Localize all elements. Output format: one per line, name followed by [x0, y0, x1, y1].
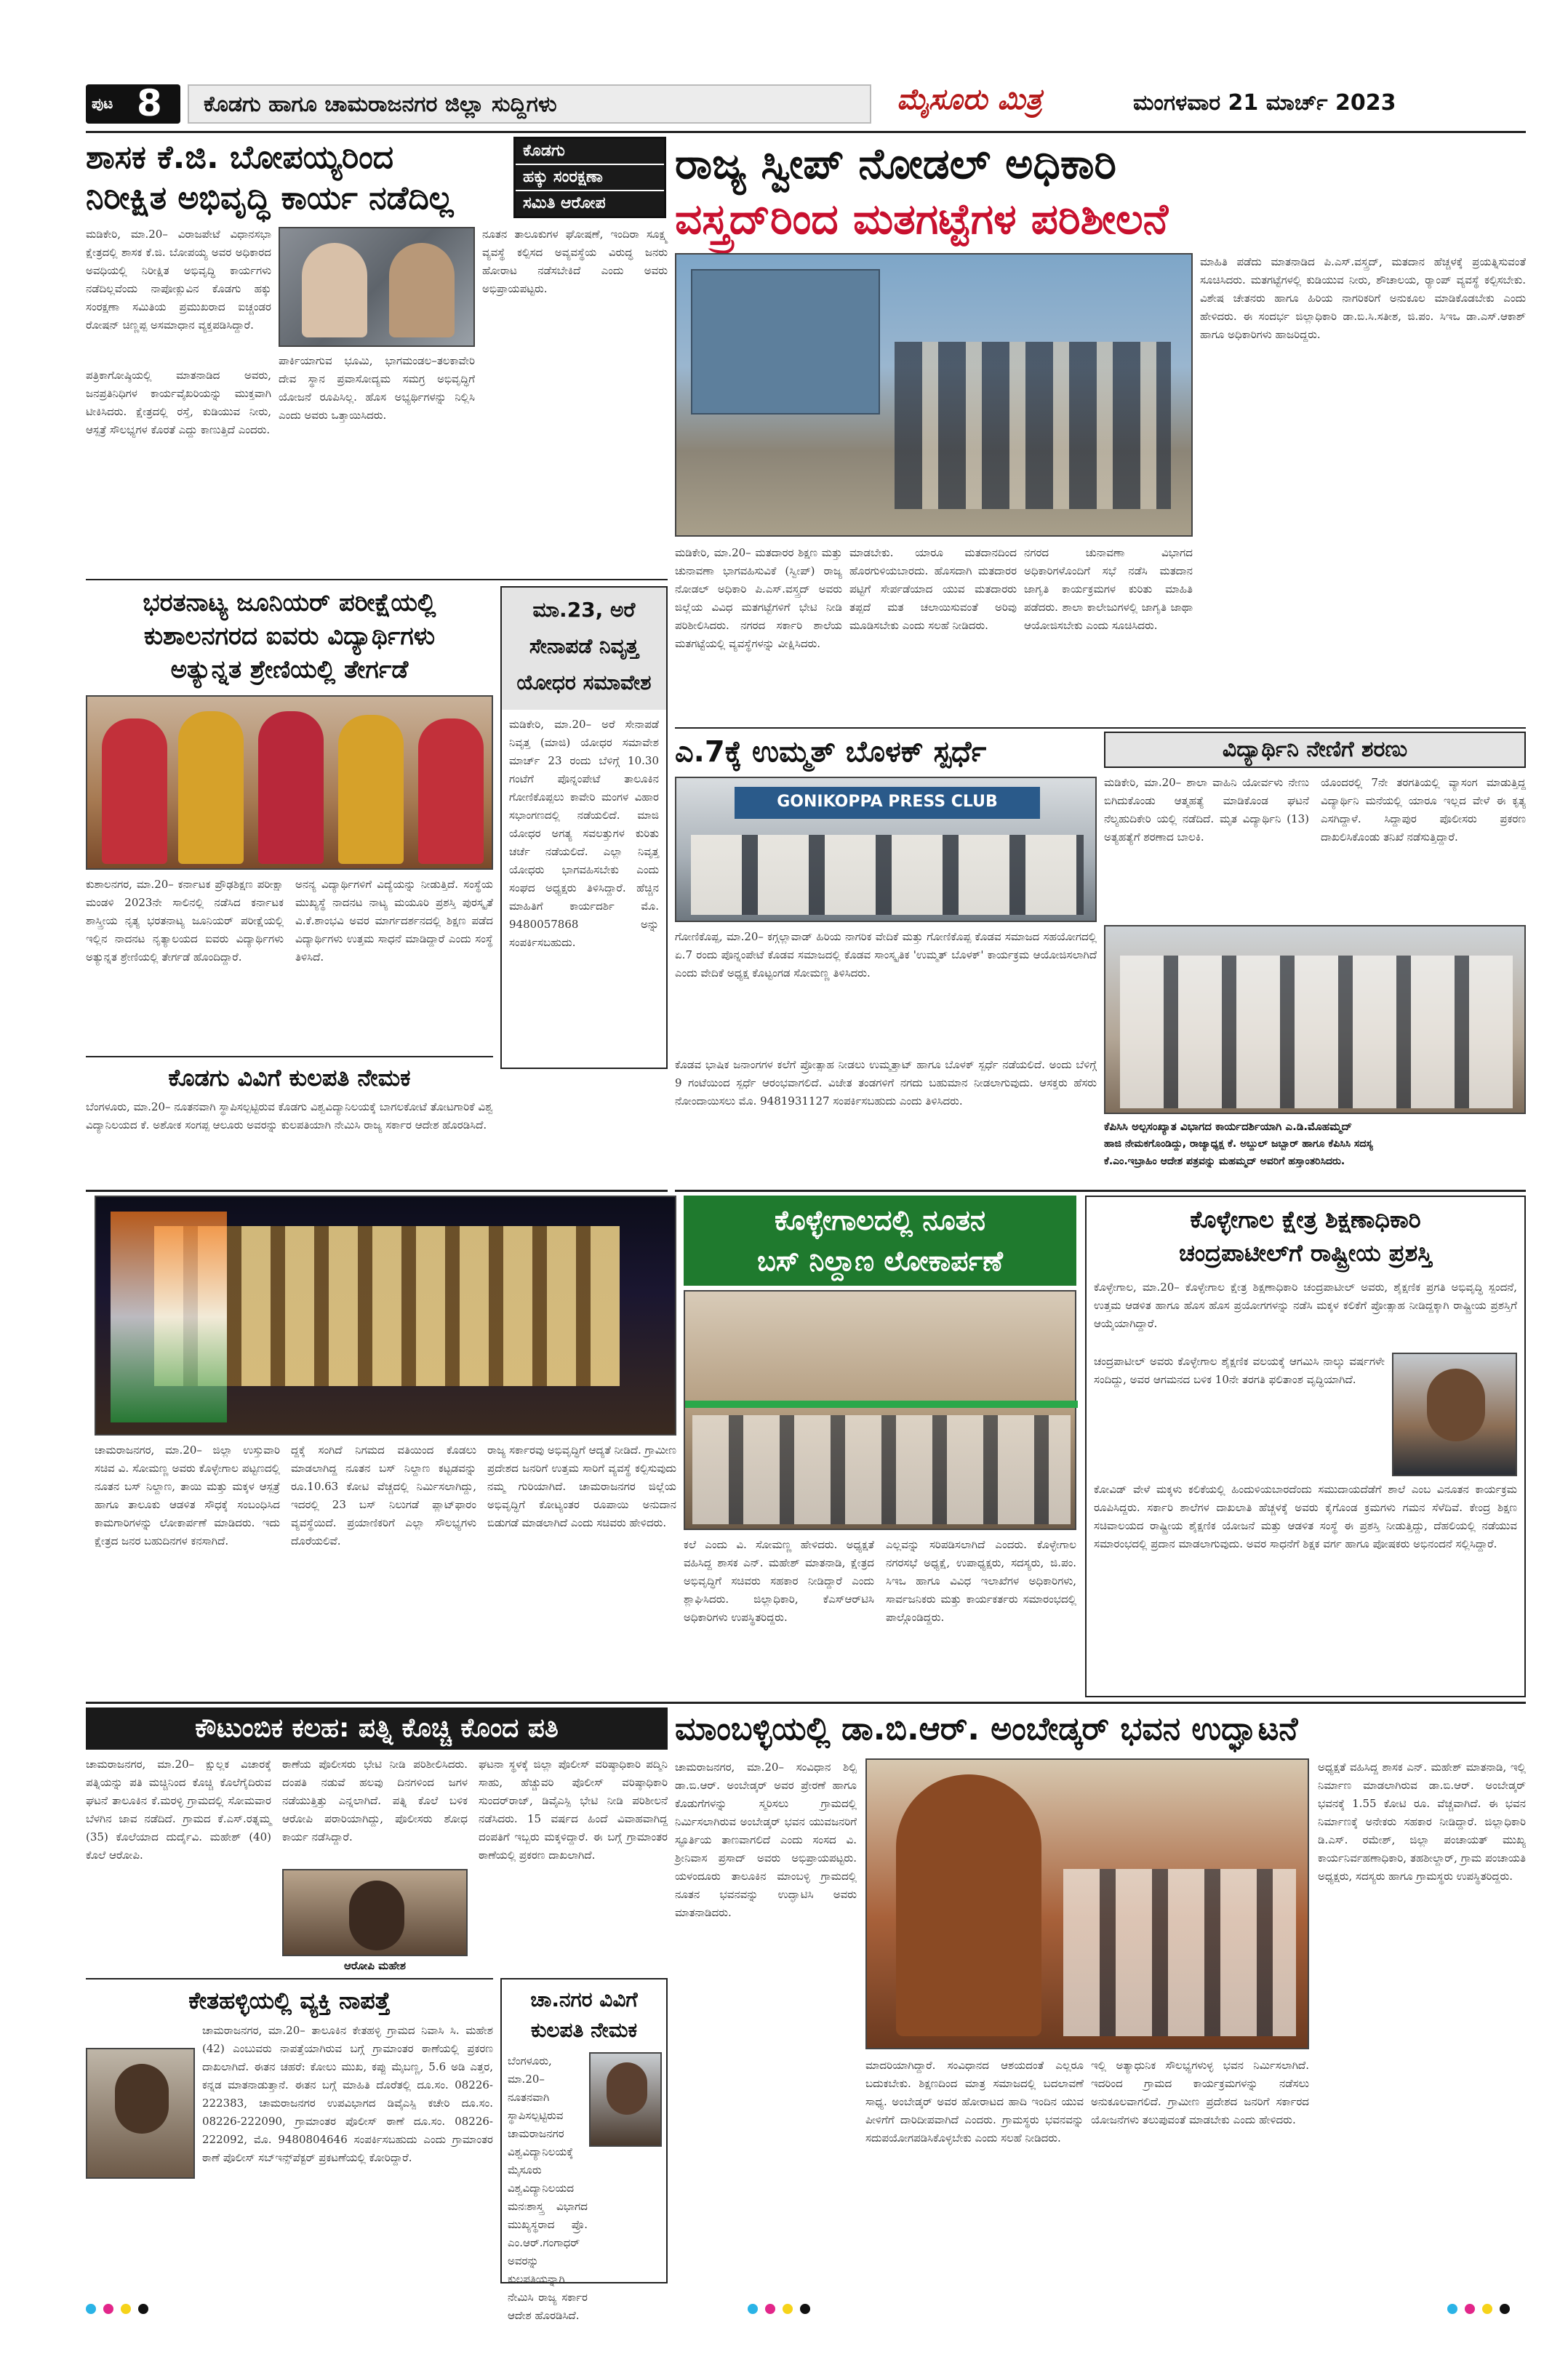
portrait-face-icon	[1427, 1369, 1485, 1441]
mla-headline-1: ಶಾಸಕ ಕೆ.ಜಿ. ಬೋಪಯ್ಯರಿಂದ	[86, 139, 394, 176]
story-a7	[675, 732, 1097, 1190]
person-icon-left	[302, 243, 367, 337]
retired-headline-1: ಮಾ.23, ಅರೆ	[532, 598, 636, 622]
award-body-top: ಕೊಳ್ಳೇಗಾಲ, ಮಾ.20– ಕೊಳ್ಳೇಗಾಲ ಕ್ಷೇತ್ರ ಶಿಕ್ಷಣಾಧಿಕಾರಿ ಚಂದ್ರಪಾಟೀಲ್ ಅವರು, ಶೈಕ್ಷಣಿಕ ಪ್ರಗತಿ ಅಭಿವೃದ್ಧಿ ಸ್ಪಂದನೆ, ಉತ್ತಮ ಆಡಳಿತ ಹಾಗೂ ಹೊಸ ಹೊಸ ಪ್ರಯೋಗಗಳನ್ನು ನಡೆಸಿ ಮಕ್ಕಳ ಕಲಿಕೆಗೆ ಪ್ರೋತ್ಸಾಹ ನೀಡಿದ್ದಕ್ಕಾಗಿ ರಾಷ್ಟ್ರೀಯ ಪ್ರಶಸ್ತಿಗೆ ಆಯ್ಕೆಯಾಗಿದ್ದಾರೆ.	[1094, 1281, 1517, 1330]
family-col-3: ಘಟನಾ ಸ್ಥಳಕ್ಕೆ ಜಿಲ್ಲಾ ಪೊಲೀಸ್ ವರಿಷ್ಠಾಧಿಕಾರಿ ಪದ್ಮಿನಿ ಸಾಹು, ಹೆಚ್ಚುವರಿ ಪೊಲೀಸ್ ವರಿಷ್ಠಾಧಿಕಾರಿ ಸುಂದರ್‌ರಾಜ್, ಡಿವೈಎಸ್ಪಿ ಭೇಟಿ ನೀಡಿ ಪರಿಶೀಲನೆ ನಡೆಸಿದರು. 15 ವರ್ಷದ ಹಿಂದೆ ವಿವಾಹವಾಗಿದ್ದ ದಂಪತಿಗೆ ಇಬ್ಬರು ಮಕ್ಕಳಿದ್ದಾರೆ. ಈ ಬಗ್ಗೆ ಗ್ರಾಮಾಂತರ ಠಾಣೆಯಲ್ಲಿ ಪ್ರಕರಣ ದಾಖಲಾಗಿದೆ.	[479, 1758, 668, 1862]
bharatanatya-col-1: ಕುಶಾಲನಗರ, ಮಾ.20– ಕರ್ನಾಟಕ ಪ್ರೌಢಶಿಕ್ಷಣ ಪರೀಕ್ಷಾ ಮಂಡಳಿ 2023ನೇ ಸಾಲಿನಲ್ಲಿ ನಡೆಸಿದ ಕರ್ನಾಟಕ ಶಾಸ್ತ್ರೀಯ ನೃತ್ಯ ಭರತನಾಟ್ಯ ಜೂನಿಯರ್ ಪರೀಕ್ಷೆಯಲ್ಲಿ ಇಲ್ಲಿನ ನಾದನಟ ನೃತ್ಯಾಲಯದ ಐವರು ವಿದ್ಯಾರ್ಥಿಗಳು ಅತ್ಯುನ್ನತ ಶ್ರೇಣಿಯಲ್ಲಿ ತೇರ್ಗಡೆ ಹೊಂದಿದ್ದಾರೆ.	[86, 878, 284, 964]
busstand-headline-2: ಬಸ್ ನಿಲ್ದಾಣ ಲೋಕಾರ್ಪಣೆ	[757, 1245, 1003, 1277]
lower-rule	[86, 1702, 1526, 1704]
people-icon	[895, 342, 1171, 509]
busstand-headline-1: ಕೊಳ್ಳೇಗಾಲದಲ್ಲಿ ನೂತನ	[774, 1204, 986, 1236]
a7-headline: ಎ.7ಕ್ಕೆ ಉಮ್ಮತ್ ಬೊಳಕ್ ಸ್ಪರ್ಧೆ	[675, 735, 987, 769]
dancer-icon-5	[418, 718, 484, 864]
masthead	[86, 81, 1526, 127]
retired-headline-2: ಸೇನಾಪಡೆ ನಿವೃತ್ತ	[529, 634, 639, 658]
sveep-side-col: ಮಾಹಿತಿ ಪಡೆದು ಮಾತನಾಡಿದ ಪಿ.ಎಸ್.ವಸ್ತ್ರದ್, ಮತದಾನ ಹೆಚ್ಚಳಕ್ಕೆ ಪ್ರಯತ್ನಿಸುವಂತೆ ಸೂಚಿಸಿದರು. ಮತಗಟ್ಟೆಗಳಲ್ಲಿ ಕುಡಿಯುವ ನೀರು, ಶೌಚಾಲಯ, ರ‍್ಯಾಂಪ್ ವ್ಯವಸ್ಥೆ ಕಲ್ಪಿಸಬೇಕು. ವಿಶೇಷ ಚೇತನರು ಹಾಗೂ ಹಿರಿಯ ನಾಗರಿಕರಿಗೆ ಅನುಕೂಲ ಮಾಡಿಕೊಡಬೇಕು ಎಂದು ಹೇಳಿದರು. ಈ ಸಂದರ್ಭ ಜಿಲ್ಲಾಧಿಕಾರಿ ಡಾ.ಬಿ.ಸಿ.ಸತೀಶ, ಜಿ.ಪಂ. ಸಿಇಒ ಡಾ.ಎಸ್.ಆಕಾಶ್ ಹಾಗೂ ಅಧಿಕಾರಿಗಳು ಹಾಜರಿದ್ದರು.	[1200, 255, 1526, 341]
busstand-col-3: ರಾಜ್ಯ ಸರ್ಕಾರವು ಅಭಿವೃದ್ಧಿಗೆ ಆದ್ಯತೆ ನೀಡಿದೆ. ಗ್ರಾಮೀಣ ಪ್ರದೇಶದ ಜನರಿಗೆ ಉತ್ತಮ ಸಾರಿಗೆ ವ್ಯವಸ್ಥೆ ಕಲ್ಪಿಸುವುದು ನಮ್ಮ ಗುರಿಯಾಗಿದೆ. ಚಾಮರಾಜನಗರ ಜಿಲ್ಲೆಯ ಅಭಿವೃದ್ಧಿಗೆ ಕೋಟ್ಯಂತರ ರೂಪಾಯಿ ಅನುದಾನ ಬಿಡುಗಡೆ ಮಾಡಲಾಗಿದೆ ಎಂದು ಸಚಿವರು ಹೇಳಿದರು.	[487, 1444, 676, 1529]
student-col-2: ಯೊಂದರಲ್ಲಿ 7ನೇ ತರಗತಿಯಲ್ಲಿ ವ್ಯಾಸಂಗ ಮಾಡುತ್ತಿದ್ದ ವಿದ್ಯಾರ್ಥಿನಿ ಮನೆಯಲ್ಲಿ ಯಾರೂ ಇಲ್ಲದ ವೇಳೆ ಈ ಕೃತ್ಯ ಎಸಗಿದ್ದಾಳೆ. ಸಿದ್ದಾಪುರ ಪೊಲೀಸರು ಪ್ರಕರಣ ದಾಖಲಿಸಿಕೊಂಡು ತನಿಖೆ ನಡೆಸುತ್ತಿದ್ದಾರೆ.	[1321, 776, 1526, 844]
family-accused-photo	[282, 1869, 468, 1956]
student-caption-3: ಕೆ.ಎಂ.ಇಬ್ರಾಹಿಂ ಆದೇಶ ಪತ್ರವನ್ನು ಮಹಮ್ಮದ್ ಅವರಿಗೆ ಹಸ್ತಾಂತರಿಸಿದರು.	[1104, 1156, 1345, 1167]
missing-headline: ಕೇತಹಳ್ಳಿಯಲ್ಲಿ ವ್ಯಕ್ತಿ ನಾಪತ್ತೆ	[188, 1987, 391, 2014]
student-caption-2: ಹಾಜಿ ನೇಮಕಗೊಂಡಿದ್ದು, ರಾಜ್ಯಾಧ್ಯಕ್ಷ ಕೆ. ಅಬ್ದುಲ್ ಜಬ್ಬಾರ್ ಹಾಗೂ ಕೆಪಿಸಿಸಿ ಸದಸ್ಯ	[1104, 1138, 1373, 1150]
press-club-banner	[735, 787, 1040, 819]
family-caption: ಆರೋಪಿ ಮಹೇಶ	[344, 1959, 406, 1972]
a7-photo	[675, 777, 1097, 922]
sveep-col-3: ನಗರದ ಚುನಾವಣಾ ವಿಭಾಗದ ಅಧಿಕಾರಿಗಳೊಂದಿಗೆ ಸಭೆ ನಡೆಸಿ ಮತದಾನ ಜಾಗೃತಿ ಕಾರ್ಯಕ್ರಮಗಳ ಕುರಿತು ಮಾಹಿತಿ ಪಡೆದರು. ಶಾಲಾ ಕಾಲೇಜುಗಳಲ್ಲಿ ಜಾಗೃತಿ ಜಾಥಾ ಆಯೋಜಿಸಬೇಕು ಎಂದು ಸೂಚಿಸಿದರು.	[1024, 546, 1193, 632]
story-ambedkar	[675, 1708, 1526, 2283]
story-sveep	[675, 137, 1526, 726]
ambedkar-photo	[865, 1758, 1309, 2049]
paper-name: ಮೈಸೂರು ಮಿತ್ರ	[897, 83, 1042, 116]
family-col-2: ಠಾಣೆಯ ಪೊಲೀಸರು ಭೇಟಿ ನೀಡಿ ಪರಿಶೀಲಿಸಿದರು. ದಂಪತಿ ನಡುವೆ ಹಲವು ದಿನಗಳಿಂದ ಜಗಳ ನಡೆಯುತ್ತಿತ್ತು ಎನ್ನಲಾಗಿದೆ. ಪತ್ನಿ ಕೊಲೆ ಬಳಿಕ ಆರೋಪಿ ಪರಾರಿಯಾಗಿದ್ದು, ಪೊಲೀಸರು ಶೋಧ ಕಾರ್ಯ ನಡೆಸಿದ್ದಾರೆ.	[282, 1758, 468, 1843]
chavc-body: ಬೆಂಗಳೂರು, ಮಾ.20– ನೂತನವಾಗಿ ಸ್ಥಾಪಿಸಲ್ಪಟ್ಟಿರುವ ಚಾಮರಾಜನಗರ ವಿಶ್ವವಿದ್ಯಾನಿಲಯಕ್ಕೆ ಮೈಸೂರು ವಿಶ್ವವಿದ್ಯಾನಿಲಯದ ಮನಃಶಾಸ್ತ್ರ ವಿಭಾಗದ ಮುಖ್ಯಸ್ಥರಾದ ಪ್ರೊ. ಎಂ.ಆರ್.ಗಂಗಾಧರ್ ಅವರನ್ನು ಕುಲಪತಿಯನ್ನಾಗಿ ನೇಮಿಸಿ ರಾಜ್ಯ ಸರ್ಕಾರ ಆದೇಶ ಹೊರಡಿಸಿದೆ.	[508, 2054, 588, 2322]
chavc-headline-1: ಚಾ.ನಗರ ವಿವಿಗೆ	[530, 1987, 638, 2011]
story-busstand	[95, 1196, 1076, 1697]
mla-col-4: ಪಾರ್ಕಿಯಾಗುವ ಭೂಮಿ, ಭಾಗಮಂಡಲ–ತಲಕಾವೇರಿ ದೇವ ಸ್ಥಾನ ಪ್ರವಾಸೋದ್ಯಮ ಸಮಗ್ರ ಅಭಿವೃದ್ಧಿಗೆ ಯೋಜನೆ ರೂಪಿಸಿಲ್ಲ. ಹೊಸ ಅಭ್ಯರ್ಥಿಗಳನ್ನು ನಿಲ್ಲಿಸಿ ಎಂದು ಅವರು ಒತ್ತಾಯಿಸಿದರು.	[279, 354, 475, 422]
tricolour-light-icon	[111, 1212, 227, 1422]
page-number-badge	[86, 84, 180, 124]
reg-dot-magenta-mid	[765, 2304, 775, 2314]
reg-dot-cyan-left	[86, 2304, 96, 2314]
sveep-col-2: ಮಾಡಬೇಕು. ಯಾರೂ ಮತದಾನದಿಂದ ಹೊರಗುಳಿಯಬಾರದು. ಹೊಸದಾಗಿ ಮತದಾರರ ಪಟ್ಟಿಗೆ ಸೇರ್ಪಡೆಯಾದ ಯುವ ಮತದಾರರು ತಪ್ಪದೆ ಮತ ಚಲಾಯಿಸುವಂತೆ ಅರಿವು ಮೂಡಿಸಬೇಕು ಎಂದು ಸಲಹೆ ನೀಡಿದರು.	[849, 546, 1017, 632]
family-headline: ಕೌಟುಂಬಿಕ ಕಲಹ: ಪತ್ನಿ ಕೊಚ್ಚಿ ಕೊಂದ ಪತಿ	[195, 1713, 559, 1743]
award-portrait	[1392, 1353, 1517, 1476]
chavc-headline-2: ಕುಲಪತಿ ನೇಮಕ	[530, 2018, 638, 2042]
dancer-icon-3	[258, 711, 324, 864]
missing-top-rule	[86, 1978, 493, 1979]
left-block-bottom-rule	[86, 1190, 668, 1192]
section-title-bar	[188, 84, 871, 124]
busstand-col-1: ಚಾಮರಾಜನಗರ, ಮಾ.20– ಜಿಲ್ಲಾ ಉಸ್ತುವಾರಿ ಸಚಿವ ವಿ. ಸೋಮಣ್ಣ ಅವರು ಕೊಳ್ಳೇಗಾಲ ಪಟ್ಟಣದಲ್ಲಿ ನೂತನ ಬಸ್ ನಿಲ್ದಾಣ, ತಾಯಿ ಮತ್ತು ಮಕ್ಕಳ ಆಸ್ಪತ್ರೆ ಹಾಗೂ ತಾಲೂಕು ಆಡಳಿತ ಸೌಧಕ್ಕೆ ಸಂಬಂಧಿಸಿದ ಕಾಮಗಾರಿಗಳನ್ನು ಲೋಕಾರ್ಪಣೆ ಮಾಡಿದರು. ಇದು ಕ್ಷೇತ್ರದ ಜನರ ಬಹುದಿನಗಳ ಕನಸಾಗಿದೆ.	[95, 1444, 280, 1548]
accused-face-icon	[349, 1881, 404, 1950]
masthead-rule	[86, 131, 1526, 133]
busstand-headline-box	[684, 1196, 1076, 1286]
mla-col-2: ನೂತನ ತಾಲೂಕುಗಳ ಘೋಷಣೆ, ಇಂದಿರಾ ಸೂಕ್ಷ್ಮ ವ್ಯವಸ್ಥೆ ಕಲ್ಪಿಸದ ಅವ್ಯವಸ್ಥೆಯ ವಿರುದ್ಧ ಜನರು ಹೋರಾಟ ನಡೆಸಬೇಕಿದೆ ಎಂದು ಅವರು ಅಭಿಪ್ರಾಯಪಟ್ಟರು.	[482, 228, 668, 295]
page-number: 8	[137, 82, 162, 124]
mla-tag-3: ಸಮಿತಿ ಆರೋಪ	[516, 191, 664, 216]
page-label: ಪುಟ	[92, 95, 113, 112]
mla-col-1: ಮಡಿಕೇರಿ, ಮಾ.20– ವಿರಾಜಪೇಟೆ ವಿಧಾನಸಭಾ ಕ್ಷೇತ್ರದಲ್ಲಿ ಶಾಸಕ ಕೆ.ಜಿ. ಬೋಪಯ್ಯ ಅವರ ಅಧಿಕಾರದ ಅವಧಿಯಲ್ಲಿ ನಿರೀಕ್ಷಿತ ಅಭಿವೃದ್ಧಿ ಕಾರ್ಯಗಳು ನಡೆದಿಲ್ಲವೆಂದು ನಾಪೋಕ್ಲುವಿನ ಕೊಡಗು ಹಕ್ಕು ಸಂರಕ್ಷಣಾ ಸಮಿತಿಯ ಪ್ರಮುಖರಾದ ಐಚ್ಚಂಡರ ರೋಷನ್ ಚಿಣ್ಣಪ್ಪ ಅಸಮಾಧಾನ ವ್ಯಕ್ತಪಡಿಸಿದ್ದಾರೆ.	[86, 228, 271, 332]
mla-photo	[279, 227, 475, 347]
retired-body: ಮಡಿಕೇರಿ, ಮಾ.20– ಅರೆ ಸೇನಾಪಡೆ ನಿವೃತ್ತ (ಮಾಜಿ) ಯೋಧರ ಸಮಾವೇಶ ಮಾರ್ಚ್ 23 ರಂದು ಬೆಳಿಗ್ಗೆ 10.30 ಗಂಟೆಗೆ ಪೊನ್ನಂಪೇಟೆ ತಾಲೂಕಿನ ಗೋಣಿಕೊಪ್ಪಲು ಕಾವೇರಿ ಮಂಗಳ ವಿಹಾರ ಸಭಾಂಗಣದಲ್ಲಿ ನಡೆಯಲಿದೆ. ಮಾಜಿ ಯೋಧರ ಅಗತ್ಯ ಸವಲತ್ತುಗಳ ಕುರಿತು ಚರ್ಚೆ ನಡೆಯಲಿದೆ. ಎಲ್ಲಾ ನಿವೃತ್ತ ಯೋಧರು ಭಾಗವಹಿಸಬೇಕು ಎಂದು ಸಂಘದ ಅಧ್ಯಕ್ಷರು ತಿಳಿಸಿದ್ದಾರೆ. ಹೆಚ್ಚಿನ ಮಾಹಿತಿಗೆ ಕಾರ್ಯದರ್ಶಿ ಮೊ. 9480057868 ಅನ್ನು ಸಂಪರ್ಕಿಸಬಹುದು.	[509, 718, 659, 949]
ambedkar-col-1: ಚಾಮರಾಜನಗರ, ಮಾ.20– ಸಂವಿಧಾನ ಶಿಲ್ಪಿ ಡಾ.ಬಿ.ಆರ್. ಅಂಬೇಡ್ಕರ್ ಅವರ ಪ್ರೇರಣೆ ಹಾಗೂ ಕೊಡುಗೆಗಳನ್ನು ಸ್ಮರಿಸಲು ಗ್ರಾಮದಲ್ಲಿ ನಿರ್ಮಿಸಲಾಗಿರುವ ಅಂಬೇಡ್ಕರ್ ಭವನ ಯುವಜನರಿಗೆ ಸ್ಫೂರ್ತಿಯ ತಾಣವಾಗಲಿದೆ ಎಂದು ಸಂಸದ ವಿ. ಶ್ರೀನಿವಾಸ ಪ್ರಸಾದ್ ಅವರು ಅಭಿಪ್ರಾಯಪಟ್ಟರು. ಯಳಂದೂರು ತಾಲೂಕಿನ ಮಾಂಬಳ್ಳಿ ಗ್ರಾಮದಲ್ಲಿ ನೂತನ ಭವನವನ್ನು ಉದ್ಘಾಟಿಸಿ ಅವರು ಮಾತನಾಡಿದರು.	[675, 1761, 857, 1919]
story-vc	[86, 1056, 493, 1187]
award-headline-1: ಕೊಳ್ಳೇಗಾಲ ಕ್ಷೇತ್ರ ಶಿಕ್ಷಣಾಧಿಕಾರಿ	[1190, 1206, 1421, 1233]
family-col-1: ಚಾಮರಾಜನಗರ, ಮಾ.20– ಕ್ಷುಲ್ಲಕ ವಿಚಾರಕ್ಕೆ ಪತ್ನಿಯನ್ನು ಪತಿ ಮಚ್ಚಿನಿಂದ ಕೊಚ್ಚಿ ಕೊಲೆಗೈದಿರುವ ಘಟನೆ ತಾಲೂಕಿನ ಕೆ.ಮರಳ್ಳಿ ಗ್ರಾಮದಲ್ಲಿ ಸೋಮವಾರ ಬೆಳಗಿನ ಜಾವ ನಡೆದಿದೆ. ಗ್ರಾಮದ ಕೆ.ಎಸ್.ರತ್ನಮ್ಮ (35) ಕೊಲೆಯಾದ ದುರ್ದೈವಿ. ಮಹೇಶ್ (40) ಕೊಲೆ ಆರೋಪಿ.	[86, 1758, 271, 1862]
bharatanatya-headline-3: ಅತ್ಯುನ್ನತ ಶ್ರೇಣಿಯಲ್ಲಿ ತೇರ್ಗಡೆ	[170, 655, 409, 684]
missing-body: ಚಾಮರಾಜನಗರ, ಮಾ.20– ತಾಲೂಕಿನ ಕೇತಹಳ್ಳಿ ಗ್ರಾಮದ ನಿವಾಸಿ ಸಿ. ಮಹೇಶ (42) ಎಂಬುವರು ನಾಪತ್ತೆಯಾಗಿರುವ ಬಗ್ಗೆ ಗ್ರಾಮಾಂತರ ಠಾಣೆಯಲ್ಲಿ ಪ್ರಕರಣ ದಾಖಲಾಗಿದೆ. ಈತನ ಚಹರೆ: ಕೋಲು ಮುಖ, ಕಪ್ಪು ಮೈಬಣ್ಣ, 5.6 ಅಡಿ ಎತ್ತರ, ಕನ್ನಡ ಮಾತನಾಡುತ್ತಾನೆ. ಈತನ ಬಗ್ಗೆ ಮಾಹಿತಿ ದೊರೆತಲ್ಲಿ ದೂ.ಸಂ. 08226-222383, ಚಾಮರಾಜನಗರ ಉಪವಿಭಾಗದ ಡಿವೈಎಸ್ಪಿ ಕಚೇರಿ ದೂ.ಸಂ. 08226-222090, ಗ್ರಾಮಾಂತರ ಪೊಲೀಸ್ ಠಾಣೆ ದೂ.ಸಂ. 08226-222092, ಮೊ. 9480804646 ಸಂಪರ್ಕಿಸಬಹುದು ಎಂದು ಗ್ರಾಮಾಂತರ ಠಾಣೆ ಪೊಲೀಸ್ ಸಬ್‌ಇನ್ಸ್‌ಪೆಕ್ಟರ್ ಪ್ರಕಟಣೆಯಲ್ಲಿ ಕೋರಿದ್ದಾರೆ.	[202, 2024, 493, 2164]
reg-dot-yellow-right	[1482, 2304, 1492, 2314]
mla-tag-box	[513, 137, 666, 218]
ambedkar-col-4: ಅಧ್ಯಕ್ಷತೆ ವಹಿಸಿದ್ದ ಶಾಸಕ ಎನ್. ಮಹೇಶ್ ಮಾತನಾಡಿ, ಇಲ್ಲಿ ನಿರ್ಮಾಣ ಮಾಡಲಾಗಿರುವ ಡಾ.ಬಿ.ಆರ್. ಅಂಬೇಡ್ಕರ್ ಭವನಕ್ಕೆ 1.55 ಕೋಟಿ ರೂ. ವೆಚ್ಚವಾಗಿದೆ. ಈ ಭವನ ನಿರ್ಮಾಣಕ್ಕೆ ಅನೇಕರು ಸಹಕಾರ ನೀಡಿದ್ದಾರೆ. ಜಿಲ್ಲಾಧಿಕಾರಿ ಡಿ.ಎಸ್. ರಮೇಶ್, ಜಿಲ್ಲಾ ಪಂಚಾಯತ್ ಮುಖ್ಯ ಕಾರ್ಯನಿರ್ವಹಣಾಧಿಕಾರಿ, ತಹಶೀಲ್ದಾರ್, ಗ್ರಾಮ ಪಂಚಾಯತಿ ಅಧ್ಯಕ್ಷರು, ಸದಸ್ಯರು ಹಾಗೂ ಗ್ರಾಮಸ್ಥರು ಉಪಸ್ಥಿತರಿದ್ದರು.	[1318, 1761, 1526, 1883]
reg-dot-magenta-left	[103, 2304, 113, 2314]
student-caption-1: ಕೆಪಿಸಿಸಿ ಅಲ್ಪಸಂಖ್ಯಾತ ವಿಭಾಗದ ಕಾರ್ಯದರ್ಶಿಯಾಗಿ ಎ.ಡಿ.ಮೊಹಮ್ಮದ್	[1104, 1120, 1353, 1133]
group-people-icon	[1120, 956, 1513, 1108]
building-icon	[691, 269, 880, 415]
busstand-col-5: ಎಲ್ಲವನ್ನು ಸರಿಪಡಿಸಲಾಗಿದೆ ಎಂದರು. ಕೊಳ್ಳೇಗಾಲ ನಗರಸಭೆ ಅಧ್ಯಕ್ಷೆ, ಉಪಾಧ್ಯಕ್ಷರು, ಸದಸ್ಯರು, ಜಿ.ಪಂ. ಸಿಇಒ ಹಾಗೂ ವಿವಿಧ ಇಲಾಖೆಗಳ ಅಧಿಕಾರಿಗಳು, ಸಾರ್ವಜನಿಕರು ಮತ್ತು ಕಾರ್ಯಕರ್ತರು ಸಮಾರಂಭದಲ್ಲಿ ಪಾಲ್ಗೊಂಡಿದ್ದರು.	[886, 1538, 1076, 1624]
ambedkar-col-2: ಮಾದರಿಯಾಗಿದ್ದಾರೆ. ಸಂವಿಧಾನದ ಆಶಯದಂತೆ ಎಲ್ಲರೂ ಬದುಕಬೇಕು. ಶಿಕ್ಷಣದಿಂದ ಮಾತ್ರ ಸಮಾಜದಲ್ಲಿ ಬದಲಾವಣೆ ಸಾಧ್ಯ. ಅಂಬೇಡ್ಕರ್ ಅವರ ಹೋರಾಟದ ಹಾದಿ ಇಂದಿನ ಯುವ ಪೀಳಿಗೆಗೆ ದಾರಿದೀಪವಾಗಿದೆ ಎಂದರು. ಗ್ರಾಮಸ್ಥರು ಭವನವನ್ನು ಸದುಪಯೋಗಪಡಿಸಿಕೊಳ್ಳಬೇಕು ಎಂದು ಸಲಹೆ ನೀಡಿದರು.	[865, 2059, 1084, 2145]
press-club-banner-text: GONIKOPPA PRESS CLUB	[777, 793, 998, 811]
crowd-icon	[692, 1415, 1071, 1524]
mla-tag-1: ಕೊಡಗು	[516, 139, 664, 164]
ribbon-icon	[685, 1401, 1078, 1408]
bharatanatya-headline-1: ಭರತನಾಟ್ಯ ಜೂನಿಯರ್ ಪರೀಕ್ಷೆಯಲ್ಲಿ	[143, 588, 436, 617]
busstand-photo-night	[95, 1196, 676, 1436]
a7-body-2: ಕೊಡವ ಭಾಷಿಕ ಜನಾಂಗಗಳ ಕಲೆಗೆ ಪ್ರೋತ್ಸಾಹ ನೀಡಲು ಉಮ್ಮತ್ತಾಟ್ ಹಾಗೂ ಬೊಳಕ್ ಸ್ಪರ್ಧೆ ನಡೆಯಲಿದೆ. ಅಂದು ಬೆಳಿಗ್ಗೆ 9 ಗಂಟೆಯಿಂದ ಸ್ಪರ್ಧೆ ಆರಂಭವಾಗಲಿದೆ. ವಿಜೇತ ತಂಡಗಳಿಗೆ ನಗದು ಬಹುಮಾನ ನೀಡಲಾಗುವುದು. ಆಸಕ್ತರು ಹೆಸರು ನೋಂದಾಯಿಸಲು ಮೊ. 9481931127 ಸಂಪರ್ಕಿಸಬಹುದು ಎಂದು ತಿಳಿಸಿದರು.	[675, 1058, 1097, 1108]
bharatanatya-photo	[86, 695, 493, 870]
reg-dot-magenta-right	[1465, 2304, 1475, 2314]
story-missing	[86, 1978, 493, 2283]
mla-headline-2: ನಿರೀಕ್ಷಿತ ಅಭಿವೃದ್ಧಿ ಕಾರ್ಯ ನಡೆದಿಲ್ಲ	[86, 180, 454, 217]
student-headline: ವಿದ್ಯಾರ್ಥಿನಿ ನೇಣಿಗೆ ಶರಣು	[1222, 737, 1408, 762]
sveep-photo	[675, 253, 1193, 537]
a7-body-1: ಗೋಣಿಕೊಪ್ಪ, ಮಾ.20– ಕಗ್ಗಲ್ಲಾವಾಡ್ ಹಿರಿಯ ನಾಗರಿಕ ವೇದಿಕೆ ಮತ್ತು ಗೋಣಿಕೊಪ್ಪ ಕೊಡವ ಸಮಾಜದ ಸಹಯೋಗದಲ್ಲಿ ಏ.7 ರಂದು ಪೊನ್ನಂಪೇಟೆ ಕೊಡವ ಸಮಾಜದಲ್ಲಿ ಕೊಡವ ಸಾಂಸ್ಕೃತಿಕ 'ಉಮ್ಮತ್ ಬೊಳಕ್' ಕಾರ್ಯಕ್ರಮ ಆಯೋಜಿಸಲಾಗಿದೆ ಎಂದು ವೇದಿಕೆ ಅಧ್ಯಕ್ಷ ಕೊಟ್ಟಂಗಡ ಸೋಮಣ್ಣ ತಿಳಿಸಿದರು.	[675, 930, 1097, 980]
story-mla	[86, 137, 668, 573]
vc-body: ಬೆಂಗಳೂರು, ಮಾ.20– ನೂತನವಾಗಿ ಸ್ಥಾಪಿಸಲ್ಪಟ್ಟಿರುವ ಕೊಡಗು ವಿಶ್ವವಿದ್ಯಾನಿಲಯಕ್ಕೆ ಬಾಗಲಕೋಟೆ ತೋಟಗಾರಿಕೆ ವಿಶ್ವ ವಿದ್ಯಾನಿಲಯದ ಕೆ. ಅಶೋಕ ಸಂಗಪ್ಪ ಆಲೂರು ಅವರನ್ನು ಕುಲಪತಿಯಾಗಿ ನೇಮಿಸಿ ರಾಜ್ಯ ಸರ್ಕಾರ ಆದೇಶ ಹೊರಡಿಸಿದೆ.	[86, 1100, 493, 1132]
mid-rule	[675, 1190, 1526, 1192]
sveep-headline-1: ರಾಜ್ಯ ಸ್ವೀಪ್ ನೋಡಲ್ ಅಧಿಕಾರಿ	[675, 139, 1117, 188]
sveep-col-1: ಮಡಿಕೇರಿ, ಮಾ.20– ಮತದಾರರ ಶಿಕ್ಷಣ ಮತ್ತು ಚುನಾವಣಾ ಭಾಗವಹಿಸುವಿಕೆ (ಸ್ವೀಪ್) ರಾಜ್ಯ ನೋಡಲ್ ಅಧಿಕಾರಿ ಪಿ.ಎಸ್.ವಸ್ತ್ರದ್ ಅವರು ಜಿಲ್ಲೆಯ ವಿವಿಧ ಮತಗಟ್ಟೆಗಳಿಗೆ ಭೇಟಿ ನೀಡಿ ಪರಿಶೀಲಿಸಿದರು. ನಗರದ ಸರ್ಕಾರಿ ಶಾಲೆಯ ಮತಗಟ್ಟೆಯಲ್ಲಿ ವ್ಯವಸ್ಥೆಗಳನ್ನು ವೀಕ್ಷಿಸಿದರು.	[675, 546, 842, 650]
dancer-icon-4	[338, 715, 404, 864]
reg-dot-black-left	[138, 2304, 148, 2314]
person-icon-right	[389, 243, 455, 337]
student-photo	[1104, 925, 1526, 1114]
sveep-headline-2: ವಸ್ತ್ರದ್‌ರಿಂದ ಮತಗಟ್ಟೆಗಳ ಪರಿಶೀಲನೆ	[675, 194, 1169, 244]
issue-date: ಮಂಗಳವಾರ 21 ಮಾರ್ಚ್ 2023	[1133, 90, 1396, 116]
ambedkar-headline: ಮಾಂಬಳ್ಳಿಯಲ್ಲಿ ಡಾ.ಬಿ.ಆರ್. ಅಂಬೇಡ್ಕರ್ ಭವನ ಉದ್ಘಾಟನೆ	[675, 1710, 1298, 1748]
reg-dot-black-right	[1500, 2304, 1510, 2314]
reg-dot-yellow-mid	[783, 2304, 793, 2314]
sveep-bottom-rule	[675, 727, 1526, 729]
retired-headline-3: ಯೋಧರ ಸಮಾವೇಶ	[516, 670, 652, 694]
busstand-col-4: ಕಲೆ ಎಂದು ವಿ. ಸೋಮಣ್ಣ ಹೇಳಿದರು. ಅಧ್ಯಕ್ಷತೆ ವಹಿಸಿದ್ದ ಶಾಸಕ ಎನ್. ಮಹೇಶ್ ಮಾತನಾಡಿ, ಕ್ಷೇತ್ರದ ಅಭಿವೃದ್ಧಿಗೆ ಸಚಿವರು ಸಹಕಾರ ನೀಡಿದ್ದಾರೆ ಎಂದು ಶ್ಲಾಘಿಸಿದರು. ಜಿಲ್ಲಾಧಿಕಾರಿ, ಕೆಎಸ್‌ಆರ್‌ಟಿಸಿ ಅಧಿಕಾರಿಗಳು ಉಪಸ್ಥಿತರಿದ್ದರು.	[684, 1538, 874, 1624]
dancer-icon-1	[102, 718, 167, 864]
section-title: ಕೊಡಗು ಹಾಗೂ ಚಾಮರಾಜನಗರ ಜಿಲ್ಲಾ ಸುದ್ದಿಗಳು	[204, 92, 557, 117]
mla-tag-2: ಹಕ್ಕು ಸಂರಕ್ಷಣಾ	[516, 165, 664, 190]
bharatanatya-col-2: ಅನನ್ಯ ವಿದ್ಯಾರ್ಥಿಗಳಿಗೆ ವಿದ್ಯೆಯನ್ನು ನೀಡುತ್ತಿದೆ. ಸಂಸ್ಥೆಯ ಮುಖ್ಯಸ್ಥೆ ನಾದನಟ ನಾಟ್ಯ ಮಯೂರಿ ಪ್ರಶಸ್ತಿ ಪುರಸ್ಕೃತೆ ವಿ.ಕೆ.ಶಾಂಭವಿ ಅವರ ಮಾರ್ಗದರ್ಶನದಲ್ಲಿ ಶಿಕ್ಷಣ ಪಡೆದ ವಿದ್ಯಾರ್ಥಿಗಳು ಉತ್ತಮ ಸಾಧನೆ ಮಾಡಿದ್ದಾರೆ ಎಂದು ಸಂಸ್ಥೆ ತಿಳಿಸಿದೆ.	[295, 878, 493, 964]
award-body-bottom: ಕೋವಿಡ್ ವೇಳೆ ಮಕ್ಕಳು ಕಲಿಕೆಯಲ್ಲಿ ಹಿಂದುಳಿಯಬಾರದೆಂದು ಸಮುದಾಯದೆಡೆಗೆ ಶಾಲೆ ಎಂಬ ವಿನೂತನ ಕಾರ್ಯಕ್ರಮ ರೂಪಿಸಿದ್ದರು. ಸರ್ಕಾರಿ ಶಾಲೆಗಳ ದಾಖಲಾತಿ ಹೆಚ್ಚಳಕ್ಕೆ ಅವರು ಕೈಗೊಂಡ ಕ್ರಮಗಳು ಗಮನ ಸೆಳೆದಿವೆ. ಕೇಂದ್ರ ಶಿಕ್ಷಣ ಸಚಿವಾಲಯದ ರಾಷ್ಟ್ರೀಯ ಶೈಕ್ಷಣಿಕ ಯೋಜನೆ ಮತ್ತು ಆಡಳಿತ ಸಂಸ್ಥೆ ಈ ಪ್ರಶಸ್ತಿ ನೀಡುತ್ತಿದ್ದು, ದೆಹಲಿಯಲ್ಲಿ ನಡೆಯುವ ಸಮಾರಂಭದಲ್ಲಿ ಪ್ರದಾನ ಮಾಡಲಾಗುವುದು. ಅವರ ಸಾಧನೆಗೆ ಶಿಕ್ಷಕ ವರ್ಗ ಹಾಗೂ ಪೋಷಕರು ಅಭಿನಂದನೆ ಸಲ್ಲಿಸಿದ್ದಾರೆ.	[1094, 1483, 1517, 1550]
vc-headline: ಕೊಡಗು ವಿವಿಗೆ ಕುಲಪತಿ ನೇಮಕ	[168, 1064, 411, 1092]
panel-people-icon	[691, 835, 1084, 915]
ceremony-crowd-icon	[1063, 1869, 1296, 2036]
story-bharatanatya	[86, 586, 493, 1052]
reg-dot-cyan-mid	[748, 2304, 758, 2314]
statue-icon	[896, 1774, 1041, 2036]
story-retired	[500, 586, 668, 1069]
reg-dot-black-mid	[800, 2304, 810, 2314]
reg-dot-yellow-left	[121, 2304, 131, 2314]
award-headline-2: ಚಂದ್ರಪಾಟೀಲ್‌ಗೆ ರಾಷ್ಟ್ರೀಯ ಪ್ರಶಸ್ತಿ	[1179, 1239, 1432, 1267]
busstand-col-2: ದ್ದಕ್ಕೆ ಸಂಗಿದೆ ನಿಗಮದ ವತಿಯಿಂದ ಕೊಡಲು ಮಾಡಲಾಗಿದ್ದ ನೂತನ ಬಸ್ ನಿಲ್ದಾಣ ಕಟ್ಟಡವನ್ನು ರೂ.10.63 ಕೋಟಿ ವೆಚ್ಚದಲ್ಲಿ ನಿರ್ಮಿಸಲಾಗಿದ್ದು, ಇದರಲ್ಲಿ 23 ಬಸ್ ನಿಲುಗಡೆ ಪ್ಲಾಟ್‌ಫಾರಂ ವ್ಯವಸ್ಥೆಯಿದೆ. ಪ್ರಯಾಣಿಕರಿಗೆ ಎಲ್ಲಾ ಸೌಲಭ್ಯಗಳು ದೊರೆಯಲಿವೆ.	[291, 1444, 476, 1548]
mla-col-3: ಪತ್ರಿಕಾಗೋಷ್ಠಿಯಲ್ಲಿ ಮಾತನಾಡಿದ ಅವರು, ಜನಪ್ರತಿನಿಧಿಗಳ ಕಾರ್ಯವೈಖರಿಯನ್ನು ಮುಕ್ತವಾಗಿ ಟೀಕಿಸಿದರು. ಕ್ಷೇತ್ರದಲ್ಲಿ ರಸ್ತೆ, ಕುಡಿಯುವ ನೀರು, ಆಸ್ಪತ್ರೆ ಸೌಲಭ್ಯಗಳ ಕೊರತೆ ಎದ್ದು ಕಾಣುತ್ತಿದೆ ಎಂದರು.	[86, 369, 271, 436]
mla-bottom-rule	[86, 579, 668, 580]
story-chavc	[500, 1978, 668, 2322]
story-student	[1104, 732, 1526, 1190]
ambedkar-col-3: ಇಲ್ಲಿ ಅತ್ಯಾಧುನಿಕ ಸೌಲಭ್ಯಗಳುಳ್ಳ ಭವನ ನಿರ್ಮಿಸಲಾಗಿದೆ. ಇದರಿಂದ ಗ್ರಾಮದ ಕಾರ್ಯಕ್ರಮಗಳನ್ನು ನಡೆಸಲು ಅನುಕೂಲವಾಗಲಿದೆ. ಗ್ರಾಮೀಣ ಪ್ರದೇಶದ ಜನರಿಗೆ ಸರ್ಕಾರದ ಯೋಜನೆಗಳು ತಲುಪುವಂತೆ ಮಾಡಬೇಕು ಎಂದು ಹೇಳಿದರು.	[1091, 2059, 1309, 2126]
busstand-photo-ribbon	[684, 1290, 1076, 1530]
reg-dot-cyan-right	[1447, 2304, 1457, 2314]
award-body-left: ಚಂದ್ರಪಾಟೀಲ್ ಅವರು ಕೊಳ್ಳೇಗಾಲ ಶೈಕ್ಷಣಿಕ ವಲಯಕ್ಕೆ ಆಗಮಿಸಿ ನಾಲ್ಕು ವರ್ಷಗಳೇ ಸಂದಿದ್ದು, ಅವರ ಆಗಮನದ ಬಳಿಕ 10ನೇ ತರಗತಿ ಫಲಿತಾಂಶ ವೃದ್ಧಿಯಾಗಿದೆ.	[1094, 1355, 1385, 1386]
bharatanatya-headline-2: ಕುಶಾಲನಗರದ ಐವರು ವಿದ್ಯಾರ್ಥಿಗಳು	[143, 622, 436, 651]
story-award	[1085, 1196, 1526, 1697]
student-col-1: ಮಡಿಕೇರಿ, ಮಾ.20– ಶಾಲಾ ವಾಹಿನಿ ಯೋರ್ವಳು ನೇಣು ಬಿಗಿದುಕೊಂಡು ಆತ್ಮಹತ್ಯೆ ಮಾಡಿಕೊಂಡ ಘಟನೆ ನೆಲ್ಯಹುದಿಕೇರಿ ಯಲ್ಲಿ ನಡೆದಿದೆ. ಮೃತ ವಿದ್ಯಾರ್ಥಿನಿ (13) ಅತ್ಯಹತ್ಯೆಗೆ ಶರಣಾದ ಬಾಲಕಿ.	[1104, 776, 1309, 844]
dancer-icon-2	[178, 711, 244, 864]
vc-top-rule	[86, 1056, 493, 1057]
